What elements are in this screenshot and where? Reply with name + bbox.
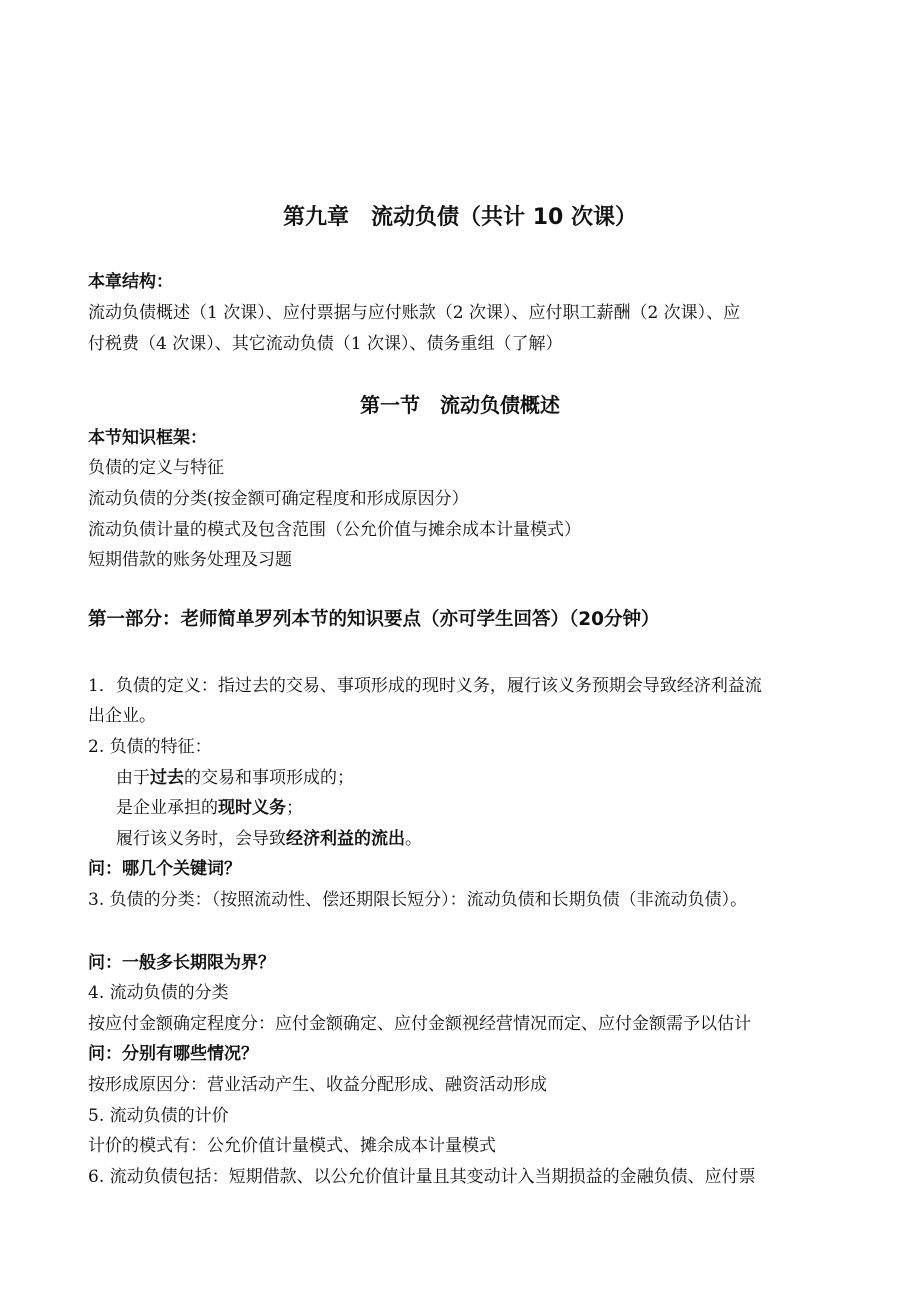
- current-liability-items: 6. 流动负债包括：短期借款、以公允价值计量且其变动计入当期损益的金融负债、应付票: [88, 1167, 756, 1187]
- feature-item-2: [116, 797, 876, 819]
- question-keywords: 问：哪几个关键词？: [88, 859, 241, 879]
- framework-item: 流动负债计量的模式及包含范围（公允价值与摊余成本计量模式）: [88, 520, 581, 540]
- features-heading: 2. 负债的特征：: [88, 737, 212, 757]
- feature-text: 。: [405, 829, 422, 849]
- structure-heading: 本章结构：: [88, 272, 173, 292]
- classification-by-origin: 按形成原因分：营业活动产生、收益分配形成、融资活动形成: [88, 1075, 547, 1095]
- feature-keyword: 经济利益的流出: [286, 829, 405, 849]
- structure-line-2: 付税费（4 次课）、其它流动负债（1 次课）、债务重组（了解）: [88, 334, 563, 354]
- framework-item: 流动负债的分类(按金额可确定程度和形成原因分）: [88, 489, 469, 509]
- classification-by-amount: 按应付金额确定程度分：应付金额确定、应付金额视经营情况而定、应付金额需予以估计: [88, 1014, 751, 1034]
- classification-line: 3. 负债的分类：（按照流动性、偿还期限长短分）：流动负债和长期负债（非流动负债）。: [88, 890, 748, 910]
- framework-item: 短期借款的账务处理及习题: [88, 550, 292, 570]
- feature-keyword: 过去: [150, 768, 184, 788]
- valuation-models: 计价的模式有：公允价值计量模式、摊余成本计量模式: [88, 1136, 496, 1156]
- question-period: 问：一般多长期限为界？: [88, 953, 275, 973]
- feature-text: 由于: [116, 768, 150, 788]
- feature-item-3: [116, 828, 876, 850]
- current-liability-classification: 4. 流动负债的分类: [88, 983, 229, 1003]
- structure-line-1: 流动负债概述（1 次课）、应付票据与应付账款（2 次课）、应付职工薪酬（2 次课）、应: [88, 303, 741, 323]
- chapter-title: 第九章 流动负债（共计 10 次课）: [283, 205, 637, 230]
- feature-text: 履行该义务时，会导致: [116, 829, 286, 849]
- definition-line-2: 出企业。: [88, 706, 156, 726]
- part-heading: 第一部分：老师简单罗列本节的知识要点（亦可学生回答）（20分钟）: [88, 609, 660, 630]
- framework-heading: 本节知识框架：: [88, 428, 207, 448]
- framework-item: 负债的定义与特征: [88, 458, 224, 478]
- question-situations: 问：分别有哪些情况？: [88, 1044, 258, 1064]
- definition-line-1: 1．负债的定义：指过去的交易、事项形成的现时义务，履行该义务预期会导致经济利益流: [88, 676, 762, 696]
- feature-keyword: 现时义务: [218, 798, 286, 818]
- section-title: 第一节 流动负债概述: [360, 393, 560, 417]
- feature-text: 的交易和事项形成的；: [184, 768, 354, 788]
- valuation-heading: 5. 流动负债的计价: [88, 1106, 229, 1126]
- feature-text: ；: [286, 798, 303, 818]
- feature-item-1: [116, 767, 876, 789]
- feature-text: 是企业承担的: [116, 798, 218, 818]
